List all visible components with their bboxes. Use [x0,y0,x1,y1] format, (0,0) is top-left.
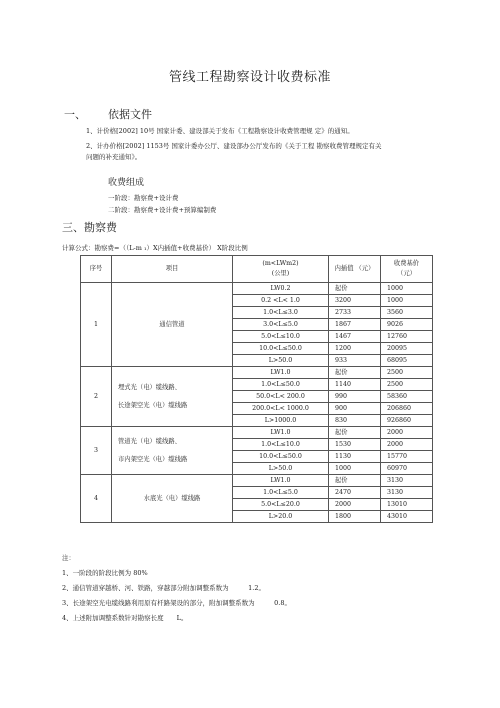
range-cell: 1.0<L≤5.0 [233,487,329,499]
section1-heading [64,106,152,122]
group-item-line: 埋式光（电）缆线路、 [118,383,181,391]
interp-cell: 起价 [329,475,381,487]
base-cell: 2000 [381,427,433,439]
reference-item-2-cont: 问题的补充通知》。 [86,153,142,161]
range-cell: 50.0<L< 200.0 [233,391,329,403]
header-no: 序号 [81,256,112,283]
group-number-cell: 4 [81,475,112,523]
interp-cell: 1800 [329,511,381,523]
base-cell: 13010 [381,499,433,511]
range-cell: 5.0<L≤10.0 [233,331,329,343]
group-number-cell: 3 [81,427,112,475]
group-item-line: 通信管道 [159,320,185,328]
header-item: 项目 [112,256,233,283]
table-row [81,367,433,379]
header-base-line2: （元） [397,270,416,277]
interp-cell: 2470 [329,487,381,499]
group-item-line: 市内架空光（电）缆线路 [118,455,188,463]
interp-cell: 1530 [329,439,381,451]
interp-cell: 3200 [329,295,381,307]
note-item-2: 2、通信管道穿越桥、河、铁路，穿越部分附加调整系数为 1.2。 [62,584,265,592]
range-cell: L>50.0 [233,355,329,367]
group-number-cell: 2 [81,367,112,427]
range-cell: 3.0<L≤5.0 [233,319,329,331]
group-item-line: 管道光（电）缆线路、 [118,437,181,445]
group-item-cell [112,283,233,367]
group-item-cell [112,367,233,427]
base-cell: 9026 [381,319,433,331]
range-cell: L>1000.0 [233,415,329,427]
note-item-1: 1、一阶段的阶段比例为 80% [62,569,148,577]
fee-table [80,255,433,523]
group-item-line: 水底光（电）缆线路 [143,494,201,502]
reference-item-2: 2、计办价格[2002] 1153号 国家计委办公厅、建设部办公厅发布的《关于工程 勘察收费管理规定有关 [86,142,382,150]
range-cell: 200.0<L< 1000.0 [233,403,329,415]
base-cell: 58360 [381,391,433,403]
section1-number: 一、 [64,108,86,121]
interp-cell: 1000 [329,463,381,475]
interp-cell: 起价 [329,427,381,439]
base-cell: 43010 [381,511,433,523]
group-item-line: 长途架空光（电）缆线路 [118,401,188,409]
notes-label: 注： [62,554,75,562]
base-cell: 15770 [381,451,433,463]
range-cell: L>20.0 [233,511,329,523]
fee-composition-heading: 收费组成 [108,178,145,188]
header-base-line1: 收费基价 [393,260,420,267]
table-row [81,283,433,295]
reference-item-1: 1、计价格[2002] 10号 国家计委、建设部关于发布《工程勘察设计收费管理规 定》的通知。 [86,127,354,135]
table-header-row [81,256,433,283]
base-cell: 2500 [381,379,433,391]
base-cell: 1000 [381,295,433,307]
base-cell: 2500 [381,367,433,379]
fee-composition-line-1: 一阶段：勘察费+设计费 [108,194,179,202]
range-cell: LW0.2 [233,283,329,295]
interp-cell: 990 [329,391,381,403]
note-item-4: 4、上述附加调整系数针对勘察长度 L。 [62,614,188,622]
fee-composition-line-2: 二阶段：勘察费+设计费+预算编制费 [108,206,217,214]
header-base [381,256,433,283]
interp-cell: 1130 [329,451,381,463]
range-cell: 1.0<L≤50.0 [233,379,329,391]
document-title: 管线工程勘察设计收费标准 [168,70,331,85]
header-range-line1: (m<LWm2) [262,260,299,267]
base-cell: 1000 [381,283,433,295]
base-cell: 3560 [381,307,433,319]
base-cell: 3130 [381,475,433,487]
range-cell: LW1.0 [233,367,329,379]
range-cell: 5.0<L≤20.0 [233,499,329,511]
interp-cell: 2000 [329,499,381,511]
group-item-cell [112,427,233,475]
group-number-cell: 1 [81,283,112,367]
base-cell: 2000 [381,439,433,451]
interp-cell: 900 [329,403,381,415]
notes-section [62,551,291,626]
section3-heading: 三、勘察费 [62,221,117,234]
range-cell: 10.0<L≤50.0 [233,343,329,355]
range-cell: 1.0<L≤10.0 [233,439,329,451]
note-item-3: 3、长途架空光电缆线路利用原有杆路架设的部分，附加调整系数为 0.8。 [62,599,291,607]
base-cell: 926860 [381,415,433,427]
section1-title: 依据文件 [108,108,152,121]
header-range-line2: (公里) [271,270,290,277]
header-interp: 内插值 （元） [329,256,381,283]
base-cell: 68095 [381,355,433,367]
range-cell: 10.0<L≤50.0 [233,451,329,463]
base-cell: 3130 [381,487,433,499]
interp-cell: 933 [329,355,381,367]
base-cell: 12760 [381,331,433,343]
interp-cell: 1140 [329,379,381,391]
group-item-cell [112,475,233,523]
interp-cell: 1867 [329,319,381,331]
table-row [81,475,433,487]
range-cell: LW1.0 [233,427,329,439]
base-cell: 20095 [381,343,433,355]
interp-cell: 起价 [329,283,381,295]
range-cell: 0.2 <L< 1.0 [233,295,329,307]
base-cell: 206860 [381,403,433,415]
interp-cell: 起价 [329,367,381,379]
base-cell: 60970 [381,463,433,475]
interp-cell: 1467 [329,331,381,343]
table-row [81,427,433,439]
range-cell: L>50.0 [233,463,329,475]
interp-cell: 830 [329,415,381,427]
interp-cell: 1200 [329,343,381,355]
range-cell: LW1.0 [233,475,329,487]
interp-cell: 2733 [329,307,381,319]
range-cell: 1.0<L≤3.0 [233,307,329,319]
formula-text: 计算公式：勘察费=（（L-m ₁）X内插值+收费基价） X阶段比例 [62,244,248,252]
header-range [233,256,329,283]
